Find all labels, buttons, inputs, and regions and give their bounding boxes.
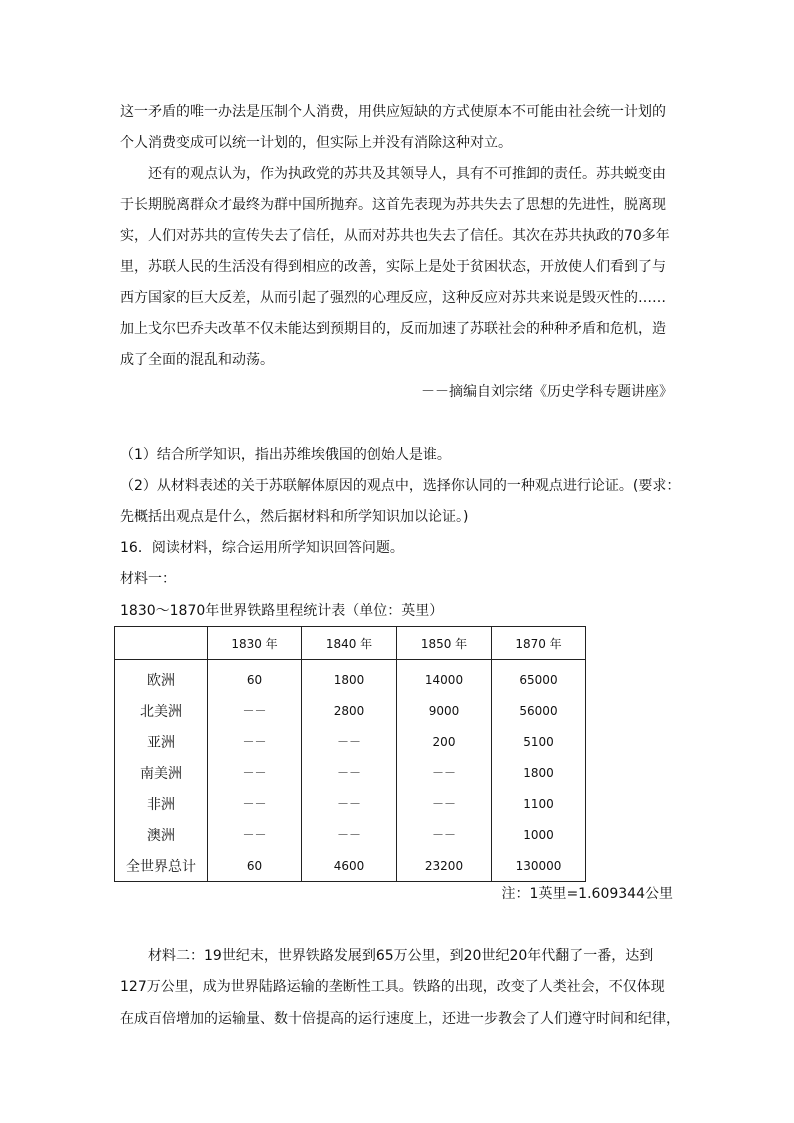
row-label: 非洲: [115, 788, 208, 819]
table-row: [115, 695, 586, 726]
table-header-row: [115, 627, 586, 660]
question-1: （1）结合所学知识，指出苏维埃俄国的创始人是谁。: [120, 447, 451, 463]
text-line: 在成百倍增加的运输量、数十倍提高的运行速度上，还进一步教会了人们遵守时间和纪律，: [120, 1011, 680, 1027]
table-cell: 2800: [302, 695, 397, 726]
question-16: 16．阅读材料，综合运用所学知识回答问题。: [120, 540, 404, 556]
table-cell: 1800: [302, 660, 397, 696]
table-cell: 60: [208, 660, 302, 696]
table-title: 1830～1870年世界铁路里程统计表（单位：英里）: [120, 603, 444, 619]
table-row: [115, 726, 586, 757]
table-cell: －－: [208, 819, 302, 850]
table-row: [115, 819, 586, 850]
text-line: 成了全面的混乱和动荡。: [120, 352, 274, 368]
table-header-cell: 1870 年: [492, 627, 586, 660]
table-cell: －－: [302, 788, 397, 819]
text-line: 个人消费变成可以统一计划的，但实际上并没有消除这种对立。: [120, 135, 512, 151]
table-row-total: [115, 850, 586, 882]
table-cell: －－: [208, 726, 302, 757]
table-cell: －－: [397, 819, 492, 850]
text-line: 加上戈尔巴乔夫改革不仅未能达到预期目的，反而加速了苏联社会的种种矛盾和危机，造: [120, 321, 666, 337]
table-cell: 56000: [492, 695, 586, 726]
table-cell: 1800: [492, 757, 586, 788]
table-cell: 4600: [302, 850, 397, 882]
row-label: 全世界总计: [115, 850, 208, 882]
table-cell: －－: [208, 695, 302, 726]
material-1-label: 材料一：: [120, 571, 176, 587]
table-cell: 14000: [397, 660, 492, 696]
table-cell: －－: [302, 726, 397, 757]
railway-mileage-table: [114, 626, 586, 882]
text-line: 这一矛盾的唯一办法是压制个人消费，用供应短缺的方式使原本不可能由社会统一计划的: [120, 104, 666, 120]
table-row: [115, 788, 586, 819]
table-cell: －－: [208, 757, 302, 788]
table-cell: 5100: [492, 726, 586, 757]
row-label: 亚洲: [115, 726, 208, 757]
text-line: 127万公里，成为世界陆路运输的垄断性工具。铁路的出现，改变了人类社会，不仅体现: [120, 979, 665, 995]
text-line: 实，人们对苏共的宣传失去了信任，从而对苏共也失去了信任。其次在苏共执政的70多年: [120, 228, 670, 244]
table-cell: 9000: [397, 695, 492, 726]
table-cell: 1100: [492, 788, 586, 819]
row-label: 欧洲: [115, 660, 208, 696]
row-label: 北美洲: [115, 695, 208, 726]
table-cell: －－: [302, 757, 397, 788]
table-cell: －－: [302, 819, 397, 850]
table-note: 注：1英里=1.609344公里: [501, 886, 673, 902]
table-cell: －－: [397, 788, 492, 819]
text-line: 西方国家的巨大反差，从而引起了强烈的心理反应，这种反应对苏共来说是毁灭性的……: [120, 290, 666, 306]
table-row: [115, 660, 586, 696]
source-citation: －－摘编自刘宗绪《历史学科专题讲座》: [421, 384, 673, 400]
row-label: 澳洲: [115, 819, 208, 850]
table-cell: －－: [397, 757, 492, 788]
table-header-cell: 1830 年: [208, 627, 302, 660]
row-label: 南美洲: [115, 757, 208, 788]
table-cell: 200: [397, 726, 492, 757]
table-cell: 60: [208, 850, 302, 882]
text-line: 材料二：19世纪末，世界铁路发展到65万公里，到20世纪20年代翻了一番，达到: [148, 948, 654, 964]
table-header-cell: 1840 年: [302, 627, 397, 660]
table-header-cell: [115, 627, 208, 660]
table-header-cell: 1850 年: [397, 627, 492, 660]
question-2: （2）从材料表述的关于苏联解体原因的观点中，选择你认同的一种观点进行论证。(要求：: [120, 478, 681, 494]
question-2-cont: 先概括出观点是什么，然后据材料和所学知识加以论证。): [120, 509, 469, 525]
text-line: 还有的观点认为，作为执政党的苏共及其领导人，具有不可推卸的责任。苏共蜕变由: [148, 166, 666, 182]
table-cell: 23200: [397, 850, 492, 882]
table-row: [115, 757, 586, 788]
text-line: 于长期脱离群众才最终为群中国所抛弃。这首先表现为苏共失去了思想的先进性，脱离现: [120, 197, 666, 213]
table-cell: －－: [208, 788, 302, 819]
table-cell: 130000: [492, 850, 586, 882]
table-cell: 1000: [492, 819, 586, 850]
text-line: 里，苏联人民的生活没有得到相应的改善，实际上是处于贫困状态，开放使人们看到了与: [120, 259, 666, 275]
table-cell: 65000: [492, 660, 586, 696]
